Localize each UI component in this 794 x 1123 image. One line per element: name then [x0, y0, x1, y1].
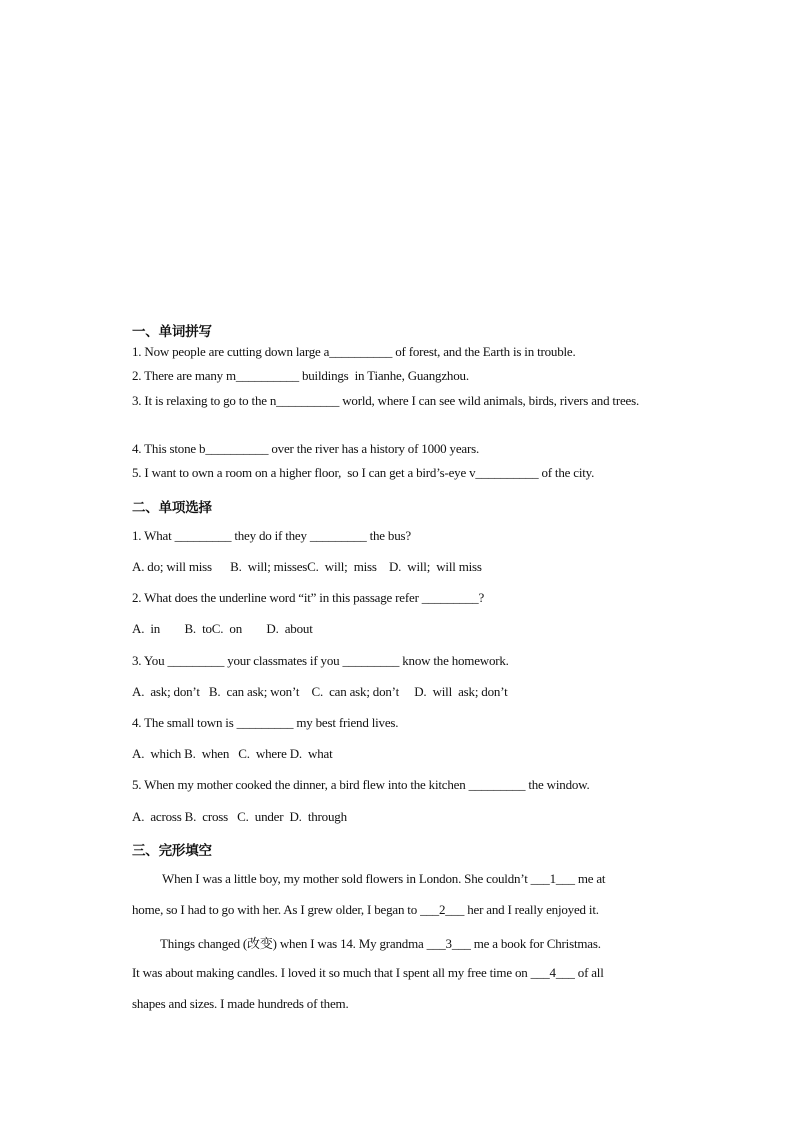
mc-options-3: A. ask; don’t B. can ask; won’t C. can ask; don’t D. will ask; don’t	[132, 684, 508, 699]
cloze-para2-line2: It was about making candles. I loved it so much that I spent all my free time on ___4___ of all	[132, 965, 604, 980]
cloze-para2-line1: Things changed (改变) when I was 14. My grandma ___3___ me a book for Christmas.	[160, 936, 601, 951]
section2-heading: 二、单项选择	[132, 500, 212, 516]
cloze-para2-line3: shapes and sizes. I made hundreds of them.	[132, 996, 349, 1011]
spelling-item-4: 4. This stone b__________ over the river has a history of 1000 years.	[132, 441, 480, 456]
mc-options-5: A. across B. cross C. under D. through	[132, 809, 347, 824]
spelling-item-1: 1. Now people are cutting down large a__________ of forest, and the Earth is in trouble.	[132, 344, 576, 359]
cloze-para1-line2: home, so I had to go with her. As I grew older, I began to ___2___ her and I really enjoyed it.	[132, 902, 599, 917]
mc-question-4: 4. The small town is _________ my best friend lives.	[132, 715, 399, 730]
cloze-para1-line1: When I was a little boy, my mother sold flowers in London. She couldn’t ___1___ me at	[162, 871, 606, 886]
mc-question-3: 3. You _________ your classmates if you _________ know the homework.	[132, 653, 509, 668]
section3-heading: 三、完形填空	[132, 843, 212, 859]
spelling-item-5: 5. I want to own a room on a higher floor, so I can get a bird’s-eye v__________ of the city.	[132, 465, 595, 480]
mc-options-1: A. do; will miss B. will; missesC. will; miss D. will; will miss	[132, 559, 482, 574]
mc-question-2: 2. What does the underline word “it” in this passage refer _________?	[132, 590, 485, 605]
mc-question-1: 1. What _________ they do if they _________ the bus?	[132, 528, 411, 543]
spelling-item-2: 2. There are many m__________ buildings in Tianhe, Guangzhou.	[132, 368, 469, 383]
mc-question-5: 5. When my mother cooked the dinner, a bird flew into the kitchen _________ the window.	[132, 777, 590, 792]
mc-options-4: A. which B. when C. where D. what	[132, 746, 333, 761]
spelling-item-3: 3. It is relaxing to go to the n__________ world, where I can see wild animals, birds, rivers and trees.	[132, 393, 640, 408]
mc-options-2: A. in B. toC. on D. about	[132, 621, 313, 636]
section1-heading: 一、单词拼写	[132, 324, 212, 340]
